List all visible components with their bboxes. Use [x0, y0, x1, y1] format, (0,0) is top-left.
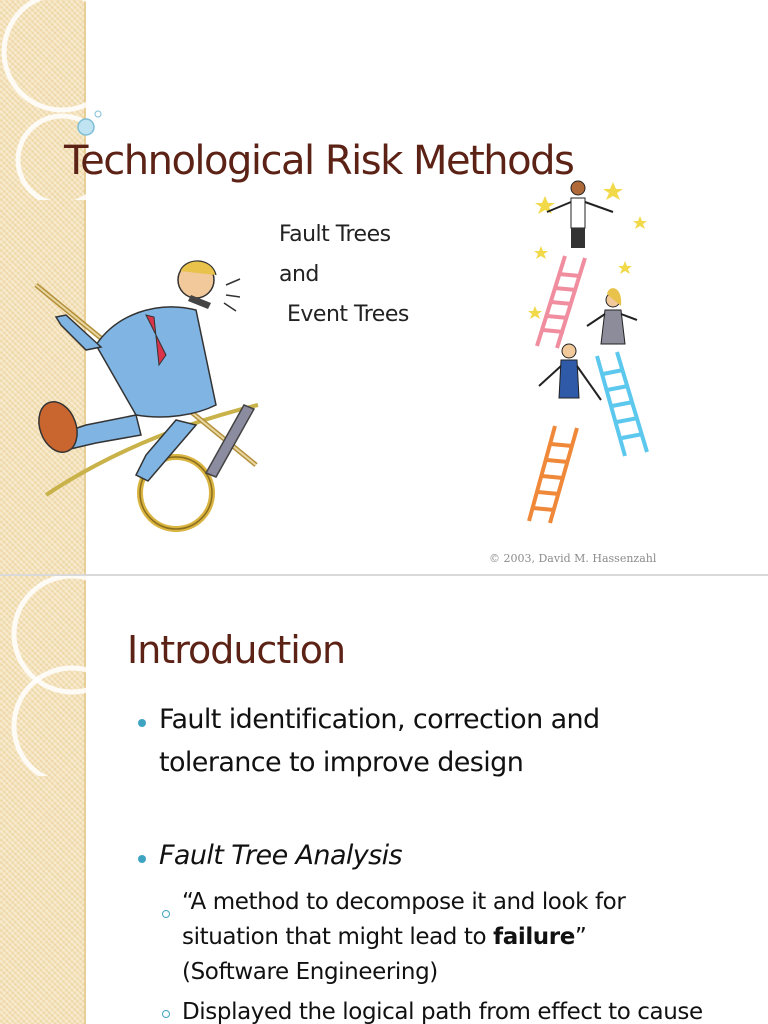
sub-bullet-2-line-1: Displayed the logical path from effect to cause — [182, 999, 703, 1024]
sub-bullet-ring — [162, 1010, 170, 1018]
subtitle-fault-trees: Fault Trees — [279, 222, 391, 247]
failure-emphasis: failure — [493, 924, 575, 950]
bullet-dot — [138, 719, 146, 727]
copyright-notice: © 2003, David M. Hassenzahl — [489, 552, 657, 565]
subtitle-and: and — [279, 262, 319, 287]
ladders-clipart — [525, 176, 665, 531]
bullet-2-label: Fault Tree Analysis — [159, 840, 403, 871]
closing-quote: ” — [574, 924, 587, 950]
bullet-1-line-1: Fault identification, correction and — [159, 704, 600, 735]
slide-introduction — [0, 576, 768, 1024]
bullet-1-line-2: tolerance to improve design — [159, 747, 524, 778]
sub-bullet-1-text: situation that might lead to — [182, 924, 494, 950]
ring-decoration-icon — [0, 576, 140, 776]
sub-bullet-ring — [162, 910, 170, 918]
bullet-dot — [138, 855, 146, 863]
slide-title: Introduction — [127, 628, 346, 672]
subtitle-event-trees: Event Trees — [287, 302, 409, 327]
sub-bullet-1-line-1: “A method to decompose it and look for — [182, 889, 626, 915]
sub-bullet-1-line-2 — [182, 924, 586, 950]
slide-title: Technological Risk Methods — [64, 138, 574, 184]
tightrope-businessman-clipart — [26, 255, 266, 545]
sub-bullet-1-line-3: (Software Engineering) — [182, 959, 438, 985]
